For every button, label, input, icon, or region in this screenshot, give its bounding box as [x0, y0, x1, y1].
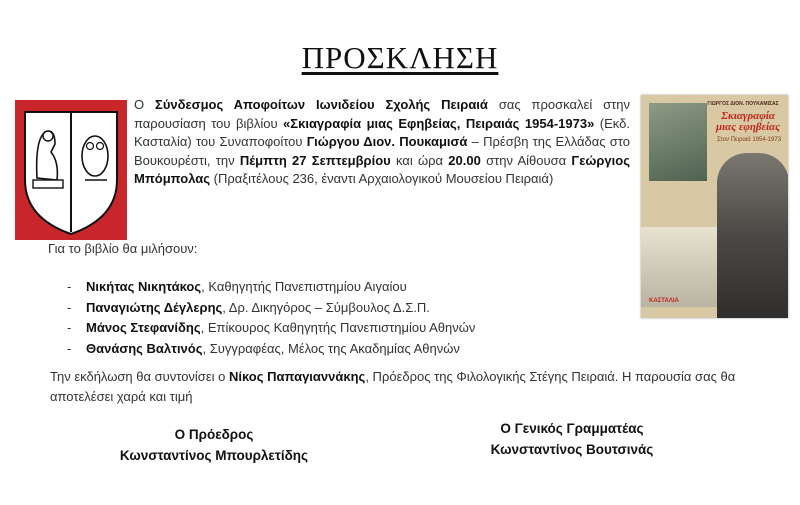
- author-name: Γιώργου Διον. Πουκαμισά: [306, 134, 468, 149]
- event-time: 20.00: [448, 152, 481, 168]
- speaker-name: Μάνος Στεφανίδης: [86, 320, 201, 335]
- speaker-name: Νικήτας Νικητάκος: [86, 279, 202, 294]
- book-title: «Σκιαγραφία μιας Εφηβείας, Πειραιάς 1954-1973»: [283, 115, 595, 131]
- speakers-intro: Για το βιβλίο θα μιλήσουν:: [48, 241, 198, 256]
- speaker-role: , Επίκουρος Καθηγητής Πανεπιστημίου Αθηνών: [200, 320, 476, 335]
- book-cover-title: Σκιαγραφία μιας εφηβείας: [715, 110, 781, 133]
- speaker-item: - Παναγιώτης Δέγλερης, Δρ. Δικηγόρος – Σύμβουλος Δ.Σ.Π.: [67, 299, 430, 315]
- book-cover-image: [641, 95, 788, 318]
- book-cover-subtitle: Στον Πειραιά 1954-1973: [716, 137, 782, 143]
- speaker-role: , Καθηγητής Πανεπιστημίου Αιγαίου: [201, 279, 407, 294]
- speaker-item: - Νικήτας Νικητάκος, Καθηγητής Πανεπιστημίου Αιγαίου: [67, 279, 407, 294]
- signature-secretary: [462, 418, 682, 460]
- moderator-name: Νίκος Παπαγιαννάκης: [228, 369, 366, 384]
- page-title: ΠΡΟΣΚΛΗΣΗ: [301, 40, 499, 75]
- book-cover-portrait: [717, 153, 788, 318]
- speaker-role: , Δρ. Δικηγόρος – Σύμβουλος Δ.Σ.Π.: [222, 299, 430, 315]
- signature-name: Κωνσταντίνος Βουτσινάς: [490, 442, 654, 457]
- organization-name: Σύνδεσμος Αποφοίτων Ιωνιδείου Σχολής Πειραιά: [155, 97, 488, 112]
- speaker-item: - Θανάσης Βαλτινός, Συγγραφέας, Μέλος της Ακαδημίας Αθηνών: [67, 340, 460, 356]
- speaker-name: Θανάσης Βαλτινός: [86, 340, 203, 356]
- venue-hall: Γεώργιος Μπόμπολας: [134, 152, 630, 186]
- signature-title: Ο Πρόεδρος: [174, 427, 254, 442]
- speaker-role: , Συγγραφέας, Μέλος της Ακαδημίας Αθηνών: [202, 340, 460, 356]
- speaker-item: - Μάνος Στεφανίδης, Επίκουρος Καθηγητής Πανεπιστημίου Αθηνών: [67, 320, 476, 335]
- event-date: Πέμπτη 27 Σεπτεμβρίου: [239, 152, 391, 168]
- signature-title: Ο Γενικός Γραμματέας: [500, 421, 644, 436]
- book-cover-author: ΓΙΩΡΓΟΣ ΔΙΟΝ. ΠΟΥΚΑΜΙΣΑΣ: [707, 101, 779, 107]
- closing-text: Την εκδήλωση θα συντονίσει ο Νίκος Παπαγιαννάκης, Πρόεδρος της Φιλολογικής Στέγης Πειραιά. Η παρουσία σας θα αποτελέσει χαρά και τιμή: [50, 369, 736, 404]
- book-cover-building-photo: [641, 227, 721, 307]
- speakers-list: [67, 277, 475, 359]
- book-cover-photo: [649, 103, 707, 181]
- book-cover-publisher: ΚΑΣΤΑΛΙΑ: [649, 298, 679, 304]
- signature-name: Κωνσταντίνος Μπουρλετίδης: [119, 448, 309, 463]
- signature-president: [90, 424, 338, 466]
- invitation-text: Ο Σύνδεσμος Αποφοίτων Ιωνιδείου Σχολής Πειραιά σας προσκαλεί στην παρουσίαση του βιβλίου «Σκιαγραφία μιας Εφηβείας, Πειραιάς 1954-1973» (Εκδ. Κασταλία) του Συναποφοίτου Γιώργου Διον. Πουκαμισά – Πρέσβη της Ελλάδας στο Βουκουρέστι, την Πέμπτη 27 Σεπτεμβρίου και ώρα 20.00 στην Αίθουσα Γεώργιος Μπόμπολας (Πραξιτέλους 236, έναντι Αρχαιολογικού Μουσείου Πειραιά): [134, 97, 630, 186]
- school-crest-logo: [15, 100, 127, 240]
- speaker-name: Παναγιώτης Δέγλερης: [86, 299, 223, 315]
